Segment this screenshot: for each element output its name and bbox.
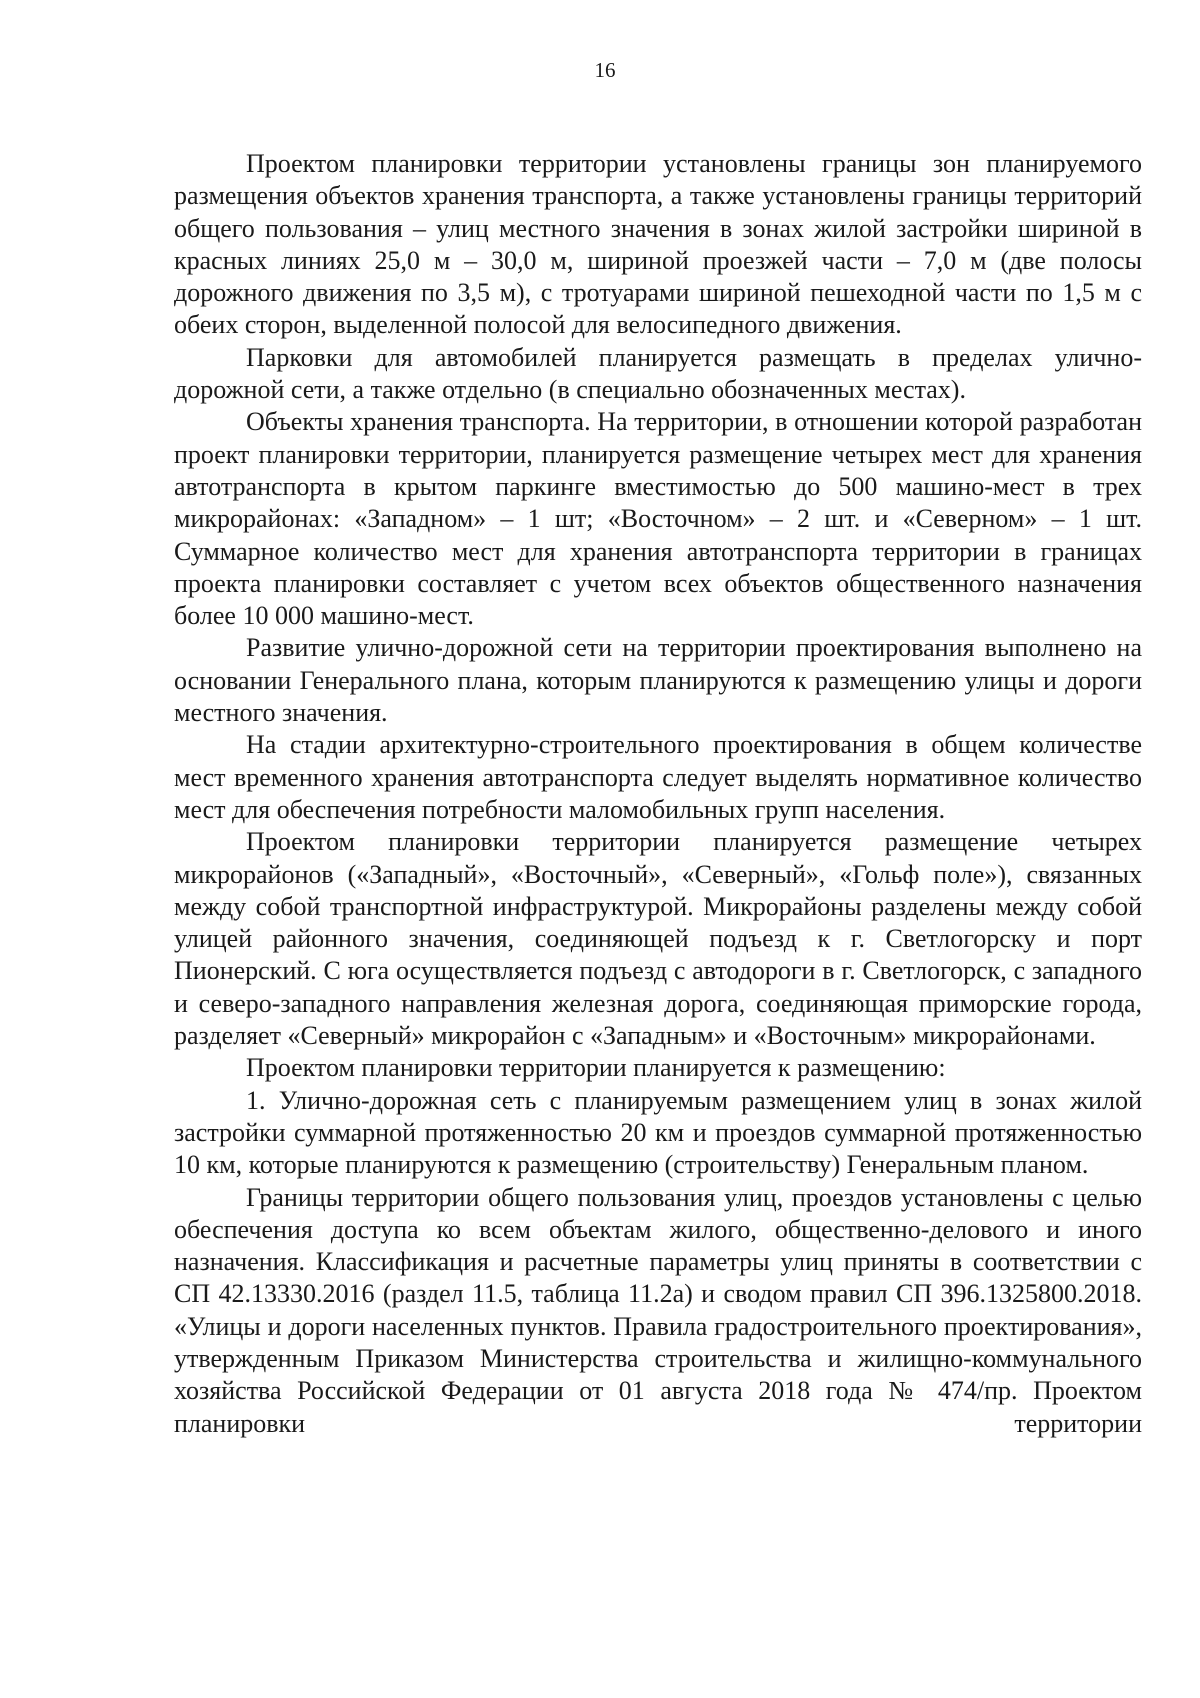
paragraph-parking: Парковки для автомобилей планируется размещать в пределах улично-дорожной сети, а также отдельно (в специально обозначенных местах). [174, 342, 1142, 405]
paragraph-microdistricts: Проектом планировки территории планируется размещение четырех микрорайонов («Западный», «Восточный», «Северный», «Гольф поле»), связанных между собой транспортной инфраструктурой. Микрорайоны разделены между собой улицей районного значения, соединяющей подъезд к г. Светлогорску и порт Пионерский. С юга осуществляется подъезд с автодороги в г. Светлогорск, с западного и северо-западного направления железная дорога, соединяющая приморские города, разделяет «Северный» микрорайон с «Западным» и «Восточным» микрорайонами. [174, 827, 1142, 1051]
paragraph-planned-placement: Проектом планировки территории планируется к размещению: [246, 1053, 946, 1083]
paragraph-transport-zones: Проектом планировки территории установлены границы зон планируемого размещения объектов хранения транспорта, а также установлены границы территорий общего пользования – улиц местного значения в зонах жилой застройки шириной в красных линиях 25,0 м – 30,0 м, шириной проезжей части – 7,0 м (две полосы дорожного движения по 3,5 м), с тротуарами шириной пешеходной части по 1,5 м с обеих сторон, выделенной полосой для велосипедного движения. [174, 149, 1142, 340]
paragraph-road-network: Развитие улично-дорожной сети на территории проектирования выполнено на основании Генерального плана, которым планируются к размещению улицы и дороги местного значения. [174, 633, 1142, 728]
paragraph-low-mobility: На стадии архитектурно-строительного проектирования в общем количестве мест временного хранения автотранспорта следует выделять нормативное количество мест для обеспечения потребности маломобильных групп населения. [174, 730, 1142, 824]
document-body [174, 148, 1142, 1440]
paragraph-storage-objects: Объекты хранения транспорта. На территории, в отношении которой разработан проект планировки территории, планируется размещение четырех мест для хранения автотранспорта в крытом паркинге вместимостью до 500 машино-мест в трех микрорайонах: «Западном» – 1 шт; «Восточном» – 2 шт. и «Северном» – 1 шт. Суммарное количество мест для хранения автотранспорта территории в границах проекта планировки составляет с учетом всех объектов общественного назначения более 10 000 машино-мест. [174, 407, 1142, 631]
paragraph-list-item-1: 1. Улично-дорожная сеть с планируемым размещением улиц в зонах жилой застройки суммарной протяженностью 20 км и проездов суммарной протяженностью 10 км, которые планируются к размещению (строительству) Генеральным планом. [174, 1085, 1142, 1180]
page-number: 16 [594, 58, 616, 82]
paragraph-public-territory: Границы территории общего пользования улиц, проездов установлены с целью обеспечения доступа ко всем объектам жилого, общественно-делового и иного назначения. Классификация и расчетные параметры улиц приняты в соответствии с СП 42.13330.2016 (раздел 11.5, таблица 11.2а) и сводом правил СП 396.1325800.2018. «Улицы и дороги населенных пунктов. Правила градостроительного проектирования», утвержденным Приказом Министерства строительства и жилищно-коммунального хозяйства Российской Федерации от 01 августа 2018 года № 474/пр. Проектом планировки территории [174, 1182, 1142, 1438]
